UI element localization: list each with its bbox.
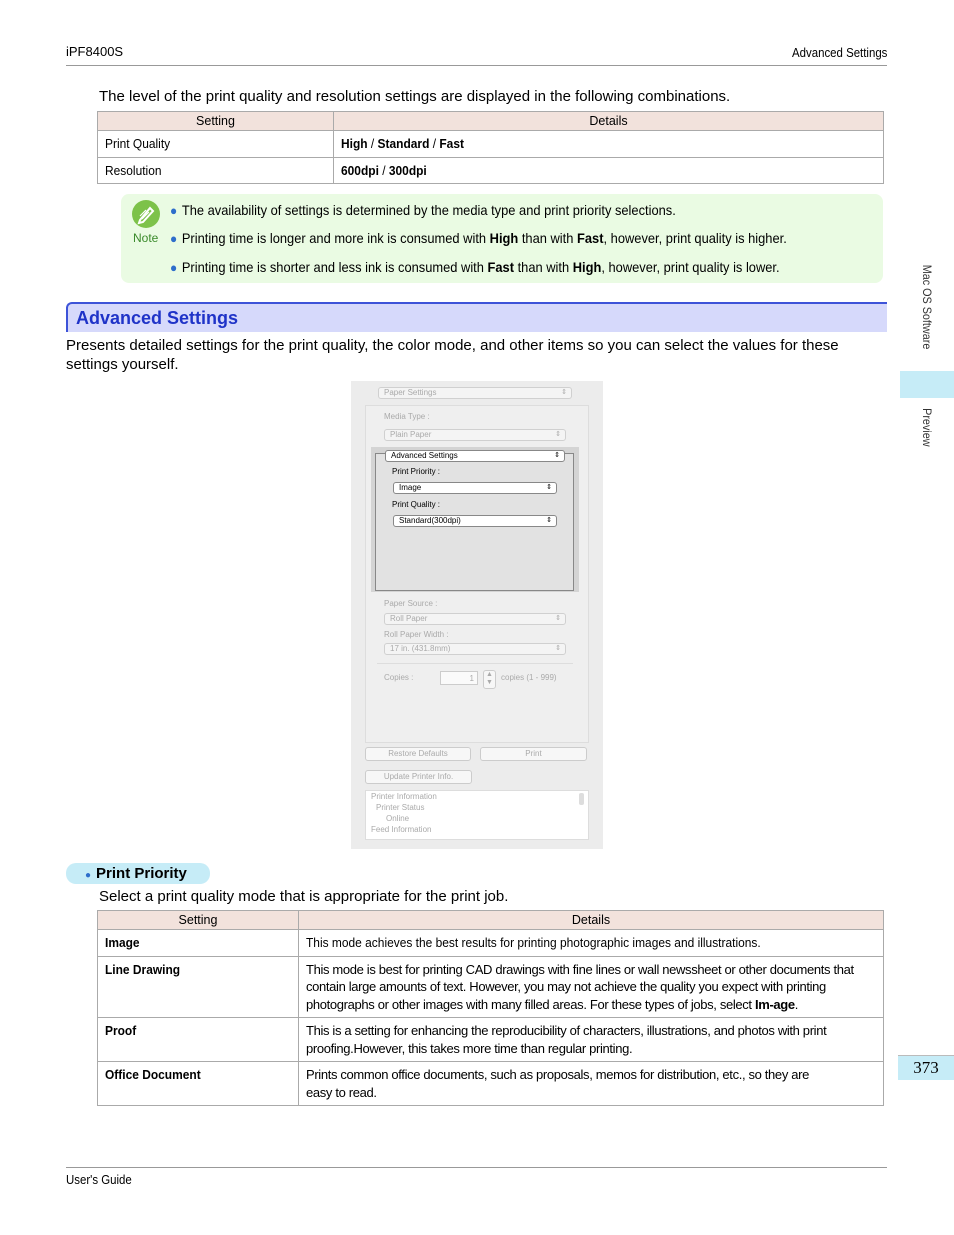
- subsection-title: [85, 865, 187, 882]
- print-priority-value: Image: [399, 483, 422, 492]
- intro-text: The level of the print quality and resolution settings are displayed in the following combinations.: [99, 88, 731, 105]
- paper-source-label: Paper Source :: [384, 599, 438, 608]
- note-bold: Fast: [576, 230, 604, 246]
- header-rule: [66, 65, 887, 66]
- media-type-value: Plain Paper: [390, 430, 432, 439]
- side-tab-preview[interactable]: Preview: [920, 408, 934, 447]
- info-line: Printer Status: [376, 803, 425, 812]
- section-description: Presents detailed settings for the print quality, the color mode, and other items so you can select the values for these settings yourself.: [66, 337, 839, 373]
- bullet-icon: ●: [170, 203, 178, 218]
- paper-source-value: Roll Paper: [390, 614, 428, 623]
- info-line: Feed Information: [371, 825, 432, 834]
- side-tab-mac-os[interactable]: Mac OS Software: [920, 264, 934, 350]
- print-button[interactable]: Print: [480, 747, 587, 761]
- table-row: [98, 1062, 884, 1106]
- panel-select[interactable]: [378, 387, 572, 399]
- note-text: The availability of settings is determined by the media type and print priority selections.: [181, 202, 676, 218]
- separator: /: [378, 162, 389, 178]
- copies-input[interactable]: 1: [440, 671, 478, 685]
- value-300dpi: 300dpi: [388, 162, 427, 178]
- note-text: Printing time is shorter and less ink is consumed with: [181, 259, 488, 275]
- table-header-setting: Setting: [98, 911, 299, 930]
- table-row: [98, 131, 884, 158]
- stepper-arrows-icon: ⇕: [546, 484, 552, 491]
- bullet-icon: ●: [170, 260, 178, 275]
- value-600dpi: 600dpi: [341, 162, 379, 178]
- stepper-arrows-icon: ⇕: [561, 389, 567, 396]
- details-bold: Im-age: [754, 996, 795, 1012]
- header-section: Advanced Settings: [791, 45, 887, 60]
- media-type-label: Media Type :: [384, 412, 430, 421]
- paper-source-select[interactable]: [384, 613, 566, 625]
- print-quality-select[interactable]: [393, 515, 557, 527]
- copies-range: copies (1 - 999): [501, 673, 557, 682]
- settings-screenshot: [351, 381, 603, 849]
- footer-rule: [66, 1167, 887, 1168]
- setting-cell: Office Document: [105, 1067, 201, 1082]
- print-priority-select[interactable]: [393, 482, 557, 494]
- separator: /: [429, 136, 440, 151]
- print-priority-label: Print Priority :: [392, 467, 441, 476]
- stepper-arrows-icon: ⇕: [554, 452, 560, 459]
- copies-label: Copies :: [384, 673, 414, 682]
- bullet-icon: ●: [85, 870, 92, 881]
- note-bold: High: [572, 259, 602, 275]
- roll-width-select[interactable]: [384, 643, 566, 655]
- divider: [377, 663, 573, 664]
- details-text: This mode is best for printing CAD drawings with fine lines or wall newssheet or other documents that contain large amounts of text. However, you may not achieve the quality you expect with printing photographs or other images with many filled areas. For these types of jobs, select: [306, 961, 854, 1012]
- print-priority-title: Print Priority: [96, 865, 187, 882]
- stepper-arrows-icon: ⇕: [546, 517, 552, 524]
- separator: /: [367, 136, 378, 151]
- group-select[interactable]: [385, 450, 565, 462]
- note-text: Printing time is longer and more ink is consumed with: [181, 230, 490, 246]
- print-quality-label: Print Quality :: [392, 500, 441, 509]
- setting-cell: Proof: [105, 1023, 137, 1038]
- note-pencil-icon: [132, 200, 160, 228]
- roll-width-label: Roll Paper Width :: [384, 630, 449, 639]
- scrollbar-thumb[interactable]: [579, 793, 584, 805]
- header-product: iPF8400S: [66, 44, 124, 59]
- group-select-label: Advanced Settings: [391, 451, 458, 460]
- stepper-arrows-icon: ⇕: [555, 645, 561, 652]
- note-text: than with: [518, 230, 577, 246]
- section-title: Advanced Settings: [76, 308, 239, 328]
- footer-guide: User's Guide: [66, 1172, 132, 1187]
- panel-select-label: Paper Settings: [384, 388, 437, 397]
- table-row: [98, 956, 884, 1018]
- bullet-icon: ●: [170, 231, 178, 246]
- table-header-details: Details: [334, 112, 884, 131]
- info-line: Online: [386, 814, 410, 823]
- side-tab-highlight: [900, 371, 954, 398]
- note-bold: High: [489, 230, 519, 246]
- print-quality-value: Standard(300dpi): [399, 516, 461, 525]
- note-text: than with: [513, 259, 573, 275]
- value-standard: Standard: [377, 136, 430, 151]
- details-text: .: [794, 996, 799, 1012]
- info-line: Printer Information: [371, 792, 437, 801]
- copies-stepper[interactable]: ▲ ▼: [483, 670, 496, 689]
- note-item: [170, 202, 720, 218]
- details-cell: This mode achieves the best results for printing photographic images and illustrations.: [306, 935, 761, 950]
- table-row: [98, 1018, 884, 1062]
- value-high: High: [341, 136, 368, 151]
- value-fast: Fast: [439, 136, 464, 151]
- note-bold: Fast: [487, 259, 514, 275]
- setting-cell: Line Drawing: [105, 961, 181, 977]
- media-type-select[interactable]: [384, 429, 566, 441]
- quality-table: [97, 111, 884, 184]
- table-row: [98, 930, 884, 957]
- details-cell: [306, 961, 876, 1014]
- details-cell: This is a setting for enhancing the reproducibility of characters, illustrations, and photos with print proofing.However, this takes more time than regular printing.: [306, 1023, 827, 1056]
- setting-cell: Image: [105, 935, 140, 950]
- note-item: [170, 259, 833, 275]
- note-item: [170, 230, 840, 246]
- note-label: Note: [133, 231, 159, 245]
- table-header-details: Details: [299, 911, 884, 930]
- update-printer-info-button[interactable]: Update Printer Info.: [365, 770, 472, 784]
- setting-cell: Print Quality: [105, 136, 171, 151]
- table-header-setting: Setting: [98, 112, 334, 131]
- setting-cell: Resolution: [105, 162, 162, 178]
- table-row: [98, 157, 884, 184]
- printer-info-panel: [365, 790, 589, 840]
- restore-defaults-button[interactable]: Restore Defaults: [365, 747, 471, 761]
- print-priority-table: [97, 910, 884, 1106]
- page-number: 373: [898, 1055, 954, 1080]
- stepper-arrows-icon: ⇕: [555, 615, 561, 622]
- stepper-arrows-icon: ⇕: [555, 431, 561, 438]
- roll-width-value: 17 in. (431.8mm): [390, 644, 451, 653]
- note-text: , however, print quality is lower.: [601, 259, 780, 275]
- print-priority-description: Select a print quality mode that is appropriate for the print job.: [99, 888, 509, 905]
- note-text: , however, print quality is higher.: [603, 230, 787, 246]
- details-cell: Prints common office documents, such as proposals, memos for distribution, etc., so they are easy to read.: [306, 1067, 809, 1100]
